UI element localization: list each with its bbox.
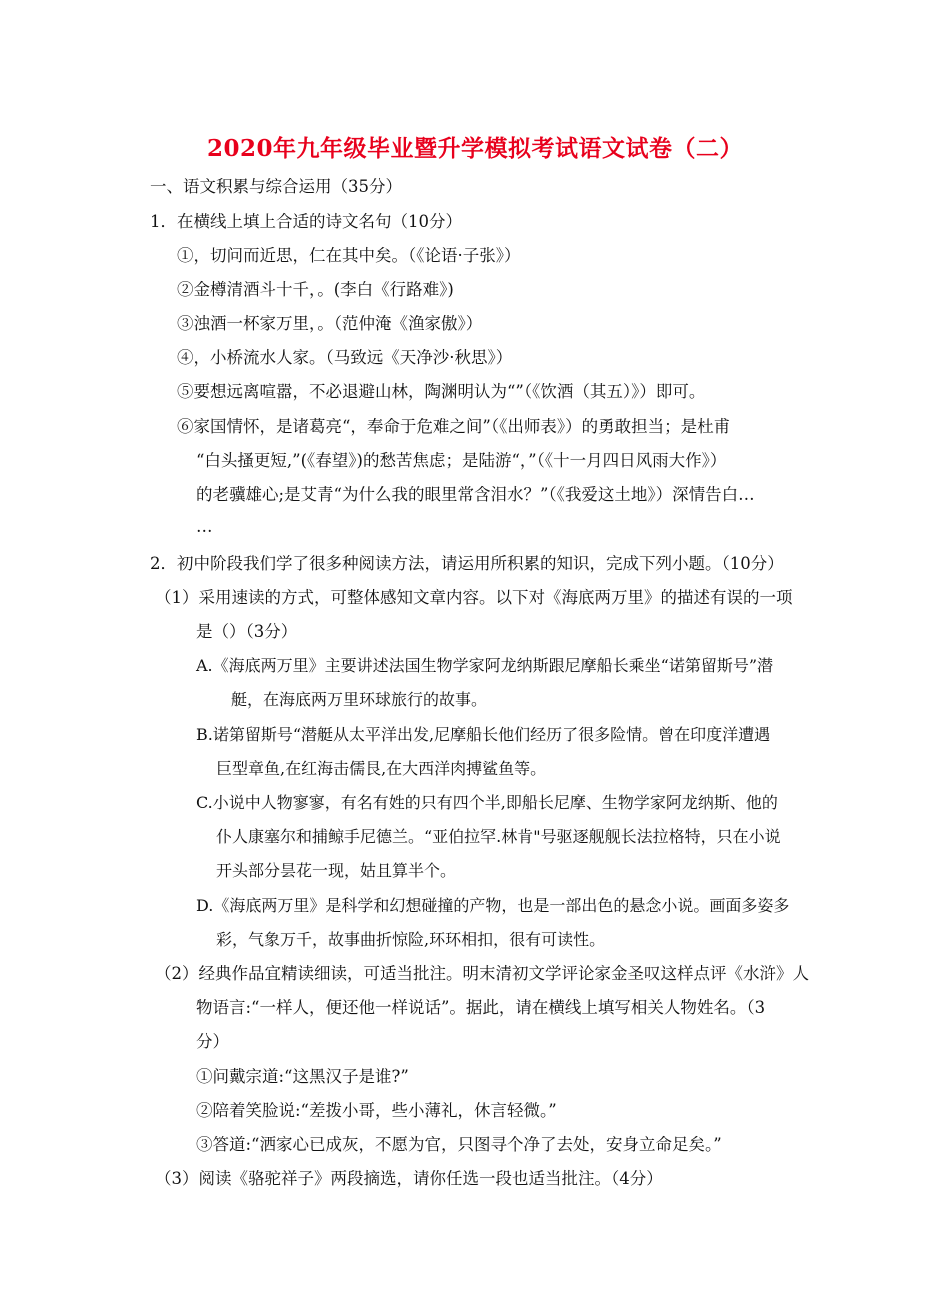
q2-sub2-item-3: ③答道:“洒家心已成灰，不愿为官，只图寻个净了去处，安身立命足矣。” — [196, 1135, 722, 1154]
q2-option-a-line-1: A.《海底两万里》主要讲述法国生物学家阿龙纳斯跟尼摩船长乘坐“诺第留斯号”潜 — [196, 656, 774, 675]
q1-item-1: ①，切问而近思，仁在其中矣。（《论语·子张》） — [177, 246, 521, 265]
q2-sub2-line-1: （2）经典作品宜精读细读，可适当批注。明末清初文学评论家金圣叹这样点评《水浒》人 — [155, 964, 809, 983]
q2-option-b-line-1: B.诺第留斯号“潜艇从太平洋出发,尼摩船长他们经历了很多险情。曾在印度洋遭遇 — [196, 725, 771, 744]
q2-stem: 2．初中阶段我们学了很多种阅读方法，请运用所积累的知识，完成下列小题。（10分） — [150, 554, 784, 573]
q2-option-c-line-2: 仆人康塞尔和捕鲸手尼德兰。“亚伯拉罕.林肯"号驱逐舰舰长法拉格特，只在小说 — [216, 827, 781, 846]
exam-title: 2020年九年级毕业暨升学模拟考试语文试卷（二） — [206, 135, 743, 162]
q1-item-6-line-4: … — [196, 517, 213, 536]
q2-sub2-line-3: 分） — [196, 1032, 229, 1051]
q1-item-6-line-1: ⑥家国情怀，是诸葛亮“，奉命于危难之间”（《出师表》）的勇敢担当；是杜甫 — [177, 417, 731, 436]
q1-stem: 1．在横线上填上合适的诗文名句（10分） — [150, 212, 462, 231]
q2-sub2-line-2: 物语言:“一样人，便还他一样说话”。据此，请在横线上填写相关人物姓名。（3 — [196, 998, 766, 1017]
q1-item-6-line-2: “白头搔更短,”(《春望》)的愁苦焦虑；是陆游“，”（《十一月四日风雨大作》） — [196, 451, 727, 470]
section-heading: 一、语文积累与综合运用（35分） — [150, 177, 402, 196]
q2-option-c-line-1: C.小说中人物寥寥，有名有姓的只有四个半,即船长尼摩、生物学家阿龙纳斯、他的 — [196, 793, 778, 812]
q2-option-c-line-3: 开头部分昙花一现，姑且算半个。 — [216, 861, 457, 880]
q2-option-a-line-2: 艇，在海底两万里环球旅行的故事。 — [231, 690, 488, 709]
q2-sub1-line-1: （1）采用速读的方式，可整体感知文章内容。以下对《海底两万里》的描述有误的一项 — [155, 588, 793, 607]
q1-item-3: ③浊酒一杯家万里，。（范仲淹《渔家傲》） — [177, 314, 483, 333]
q2-sub1-line-2: 是（）（3分） — [196, 622, 298, 641]
q2-sub3-line: （3）阅读《骆驼祥子》两段摘选，请你任选一段也适当批注。（4分） — [155, 1169, 663, 1188]
q1-item-4: ④，小桥流水人家。（马致远《天净沙·秋思》） — [177, 348, 513, 367]
q2-option-d-line-2: 彩，气象万千，故事曲折惊险,环环相扣，很有可读性。 — [216, 930, 606, 949]
q2-option-b-line-2: 巨型章鱼,在红海击儒艮,在大西洋肉搏鲨鱼等。 — [216, 759, 547, 778]
q1-item-6-line-3: 的老骥雄心;是艾青“为什么我的眼里常含泪水？”（《我爱这土地》）深情告白… — [196, 485, 755, 504]
q2-sub2-item-1: ①问戴宗道:“这黑汉子是谁?” — [196, 1067, 409, 1086]
q1-item-5: ⑤要想远离喧嚣，不必退避山林，陶渊明认为“”（《饮酒（其五）》）即可。 — [177, 382, 706, 401]
q2-sub2-item-2: ②陪着笑脸说:“差拨小哥，些小薄礼，休言轻微。” — [196, 1101, 557, 1120]
q2-option-d-line-1: D.《海底两万里》是科学和幻想碰撞的产物，也是一部出色的悬念小说。画面多姿多 — [196, 896, 790, 915]
q1-item-2: ②金樽清酒斗十千，。(李白《行路难》) — [177, 280, 454, 299]
